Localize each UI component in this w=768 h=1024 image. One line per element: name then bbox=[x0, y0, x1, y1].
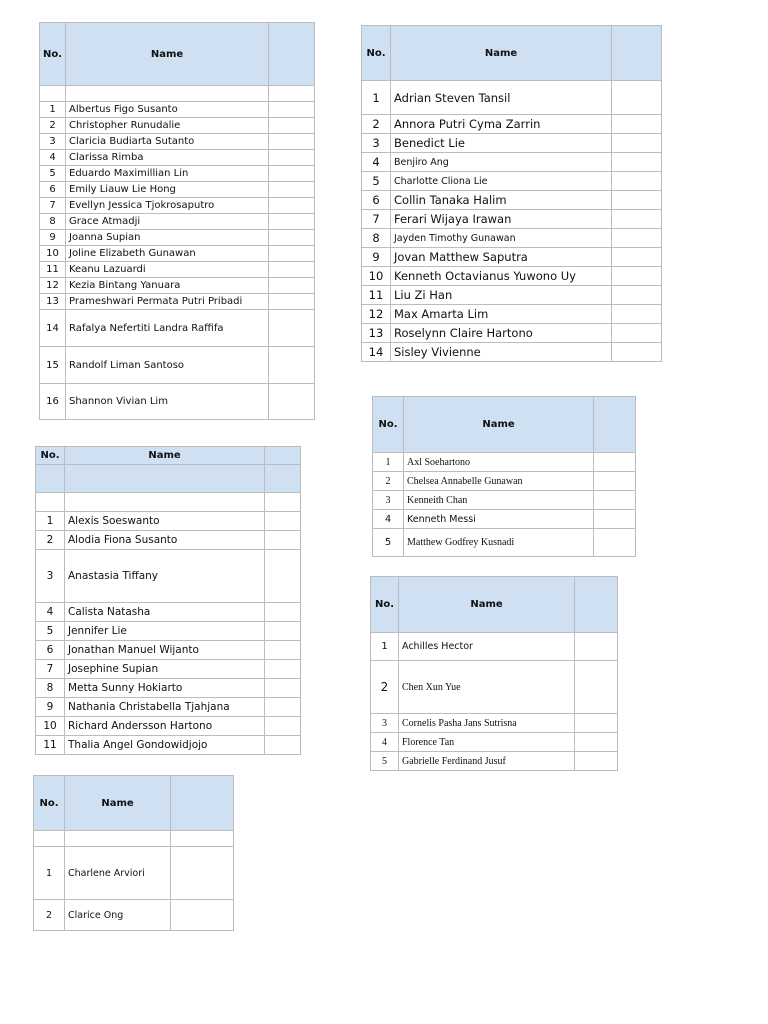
table-row: 4 Calista Natasha bbox=[36, 603, 301, 622]
table-row: 1 Adrian Steven Tansil bbox=[362, 81, 662, 115]
table-row: 14 Sisley Vivienne bbox=[362, 343, 662, 362]
table-row: 12 Kezia Bintang Yanuara bbox=[40, 278, 315, 294]
table-row: 12 Max Amarta Lim bbox=[362, 305, 662, 324]
table-row: 5 Matthew Godfrey Kusnadi bbox=[373, 529, 636, 557]
table-row: 9 Joanna Supian bbox=[40, 230, 315, 246]
table-row: 2 Clarice Ong bbox=[34, 900, 234, 931]
table-row: 1 Alexis Soeswanto bbox=[36, 512, 301, 531]
header-blank bbox=[269, 23, 315, 86]
table-row: 3 Kenneith Chan bbox=[373, 491, 636, 510]
table-row: 7 Josephine Supian bbox=[36, 660, 301, 679]
table-row: 10 Kenneth Octavianus Yuwono Uy bbox=[362, 267, 662, 286]
table-row: 7 Ferari Wijaya Irawan bbox=[362, 210, 662, 229]
table-row: 5 Eduardo Maximillian Lin bbox=[40, 166, 315, 182]
header-name: Name bbox=[66, 23, 269, 86]
student-table-5 bbox=[370, 576, 618, 771]
table-row: 8 Grace Atmadji bbox=[40, 214, 315, 230]
header-name: Name bbox=[65, 776, 171, 831]
header-no: No. bbox=[36, 447, 65, 465]
table-row: 13 Roselynn Claire Hartono bbox=[362, 324, 662, 343]
table-row: 6 Collin Tanaka Halim bbox=[362, 191, 662, 210]
table-row: 7 Evellyn Jessica Tjokrosaputro bbox=[40, 198, 315, 214]
header-no: No. bbox=[373, 397, 404, 453]
table-row: 3 Claricia Budiarta Sutanto bbox=[40, 134, 315, 150]
table-header bbox=[40, 23, 315, 86]
table-row: 15 Randolf Liman Santoso bbox=[40, 347, 315, 384]
table-row: 2 Annora Putri Cyma Zarrin bbox=[362, 115, 662, 134]
table-row: 1 Achilles Hector bbox=[371, 633, 618, 661]
header-blank bbox=[612, 26, 662, 81]
header-name: Name bbox=[65, 447, 265, 465]
header-name: Name bbox=[399, 577, 575, 633]
header-no: No. bbox=[34, 776, 65, 831]
header-no: No. bbox=[362, 26, 391, 81]
table-header bbox=[371, 577, 618, 633]
table-row: 1 Axl Soehartono bbox=[373, 453, 636, 472]
table-row: 3 Cornelis Pasha Jans Sutrisna bbox=[371, 714, 618, 733]
student-table-1 bbox=[39, 22, 315, 420]
table-row: 5 Jennifer Lie bbox=[36, 622, 301, 641]
table-row: 2 Chelsea Annabelle Gunawan bbox=[373, 472, 636, 491]
table-row: 4 Florence Tan bbox=[371, 733, 618, 752]
header-blank bbox=[594, 397, 636, 453]
table-row: 5 Gabrielle Ferdinand Jusuf bbox=[371, 752, 618, 771]
header-name: Name bbox=[404, 397, 594, 453]
table-row: 8 Metta Sunny Hokiarto bbox=[36, 679, 301, 698]
header-name: Name bbox=[391, 26, 612, 81]
table-row: 3 Anastasia Tiffany bbox=[36, 550, 301, 603]
table-row: 14 Rafalya Nefertiti Landra Raffifa bbox=[40, 310, 315, 347]
table-row: 4 Kenneth Messi bbox=[373, 510, 636, 529]
table-row: 10 Joline Elizabeth Gunawan bbox=[40, 246, 315, 262]
table-row: 5 Charlotte Cliona Lie bbox=[362, 172, 662, 191]
table-row: 3 Benedict Lie bbox=[362, 134, 662, 153]
header-blank bbox=[171, 776, 234, 831]
student-table-2 bbox=[361, 25, 662, 362]
table-row: 16 Shannon Vivian Lim bbox=[40, 384, 315, 420]
header-no: No. bbox=[371, 577, 399, 633]
table-spacer bbox=[34, 831, 234, 847]
table-row: 1 Charlene Arviori bbox=[34, 847, 234, 900]
table-row: 11 Thalia Angel Gondowidjojo bbox=[36, 736, 301, 755]
table-header bbox=[36, 447, 301, 465]
header-blank bbox=[575, 577, 618, 633]
table-row: 6 Emily Liauw Lie Hong bbox=[40, 182, 315, 198]
table-row: 9 Nathania Christabella Tjahjana bbox=[36, 698, 301, 717]
table-row: 1 Albertus Figo Susanto bbox=[40, 102, 315, 118]
table-row: 11 Liu Zi Han bbox=[362, 286, 662, 305]
table-row: 6 Jonathan Manuel Wijanto bbox=[36, 641, 301, 660]
table-row: 4 Clarissa Rimba bbox=[40, 150, 315, 166]
header-blank bbox=[265, 447, 301, 465]
header-no: No. bbox=[40, 23, 66, 86]
table-row: 10 Richard Andersson Hartono bbox=[36, 717, 301, 736]
student-table-4 bbox=[372, 396, 636, 557]
table-row: 8 Jayden Timothy Gunawan bbox=[362, 229, 662, 248]
table-row: 13 Prameshwari Permata Putri Pribadi bbox=[40, 294, 315, 310]
table-row: 2 Chen Xun Yue bbox=[371, 661, 618, 714]
table-row: 2 Alodia Fiona Susanto bbox=[36, 531, 301, 550]
table-spacer bbox=[40, 86, 315, 102]
table-row: 2 Christopher Runudalie bbox=[40, 118, 315, 134]
table-spacer bbox=[36, 493, 301, 512]
table-row: 9 Jovan Matthew Saputra bbox=[362, 248, 662, 267]
table-row: 4 Benjiro Ang bbox=[362, 153, 662, 172]
table-row: 11 Keanu Lazuardi bbox=[40, 262, 315, 278]
table-header-spacer bbox=[36, 465, 301, 493]
table-header bbox=[373, 397, 636, 453]
table-header bbox=[362, 26, 662, 81]
table-header bbox=[34, 776, 234, 831]
student-table-3 bbox=[35, 446, 301, 755]
student-table-6 bbox=[33, 775, 234, 931]
